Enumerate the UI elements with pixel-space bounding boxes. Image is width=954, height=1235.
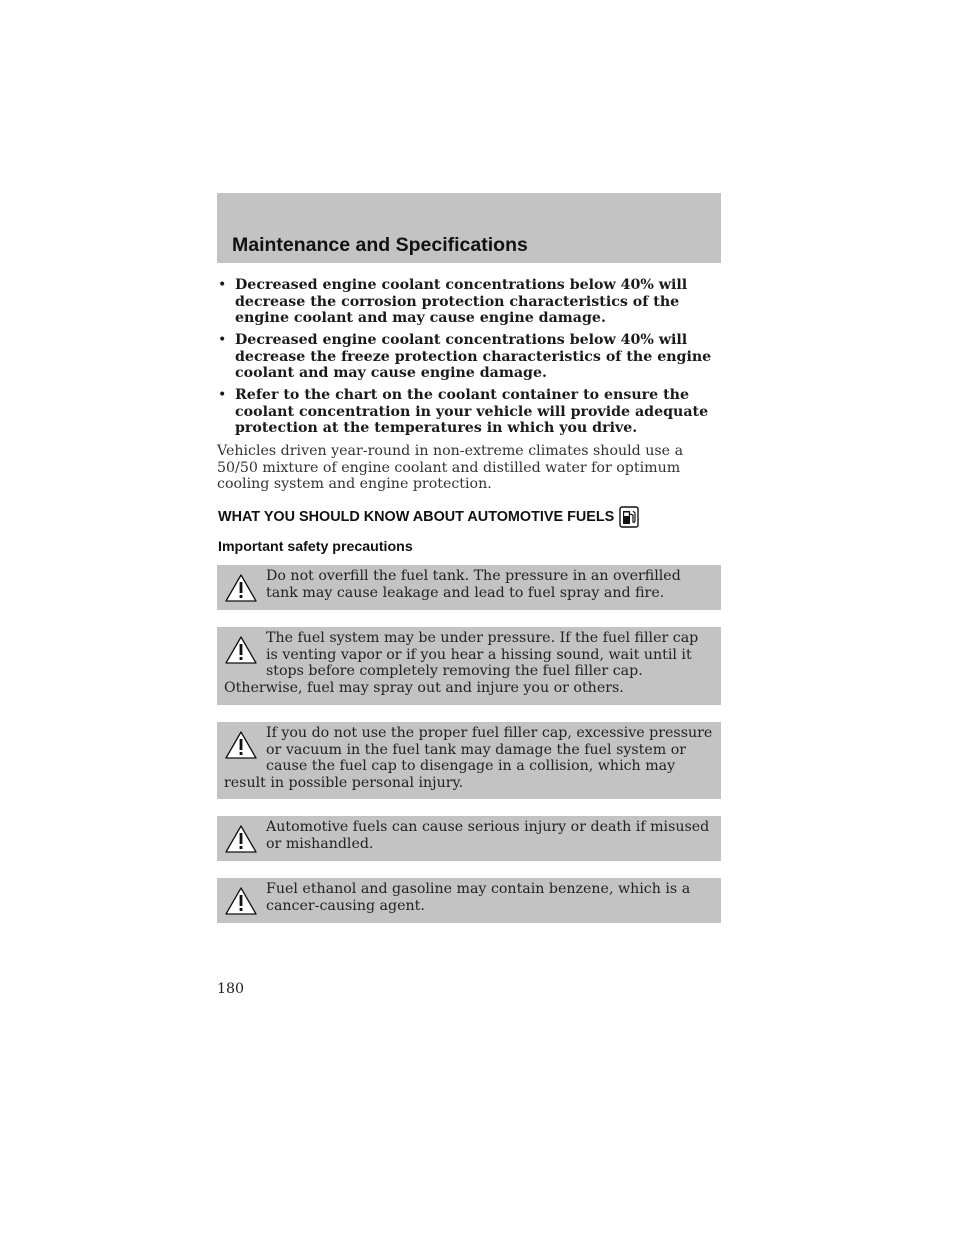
bullet-list [217,277,721,442]
warning-box [217,627,721,705]
section-heading [218,506,639,528]
body-paragraph: Vehicles driven year-round in non-extreme climates should use a 50/50 mixture of engine coolant and distilled water for optimum cooling system and engine protection. [217,443,684,492]
fuel-pump-icon [619,506,639,528]
warning-text: Automotive fuels can cause serious injury or death if misused or mishandled. [266,819,710,852]
subheading: Important safety precautions [218,539,413,555]
list-item [217,332,721,382]
bullet-text: Decreased engine coolant concentrations below 40% will decrease the freeze protection characteristics of the engine coolant and may cause engine damage. [235,332,712,381]
warning-text: Fuel ethanol and gasoline may contain benzene, which is a cancer-causing agent. [266,881,691,914]
page-number: 180 [217,981,245,997]
list-item [217,387,721,437]
section-heading-text: WHAT YOU SHOULD KNOW ABOUT AUTOMOTIVE FUELS [218,509,615,525]
warning-triangle-icon [224,824,258,854]
warning-triangle-icon [224,635,258,665]
header-band [217,193,721,263]
bullet-text: Decreased engine coolant concentrations below 40% will decrease the corrosion protection characteristics of the engine coolant and may cause engine damage. [235,277,688,326]
bullet-dot: • [218,387,227,403]
warning-triangle-icon [224,573,258,603]
warning-box [217,722,721,799]
warning-triangle-icon [224,886,258,916]
page-title: Maintenance and Specifications [232,234,528,256]
warning-triangle-icon [224,730,258,760]
bullet-dot: • [218,277,227,293]
warning-text: The fuel system may be under pressure. If the fuel filler cap is venting vapor or if you hear a hissing sound, wait until it stops before completely removing the fuel filler cap. Otherwise, fuel may spray out and injure you or others. [224,630,699,696]
warning-text: If you do not use the proper fuel filler cap, excessive pressure or vacuum in the fuel tank may damage the fuel system or cause the fuel cap to disengage in a collision, which may result in possible personal injury. [224,725,713,791]
warning-box [217,565,721,610]
bullet-dot: • [218,332,227,348]
warning-box [217,878,721,923]
warning-text: Do not overfill the fuel tank. The pressure in an overfilled tank may cause leakage and lead to fuel spray and fire. [266,568,681,601]
bullet-text: Refer to the chart on the coolant container to ensure the coolant concentration in your vehicle will provide adequate protection at the temperatures in which you drive. [235,387,709,436]
list-item [217,277,721,327]
warning-box [217,816,721,861]
